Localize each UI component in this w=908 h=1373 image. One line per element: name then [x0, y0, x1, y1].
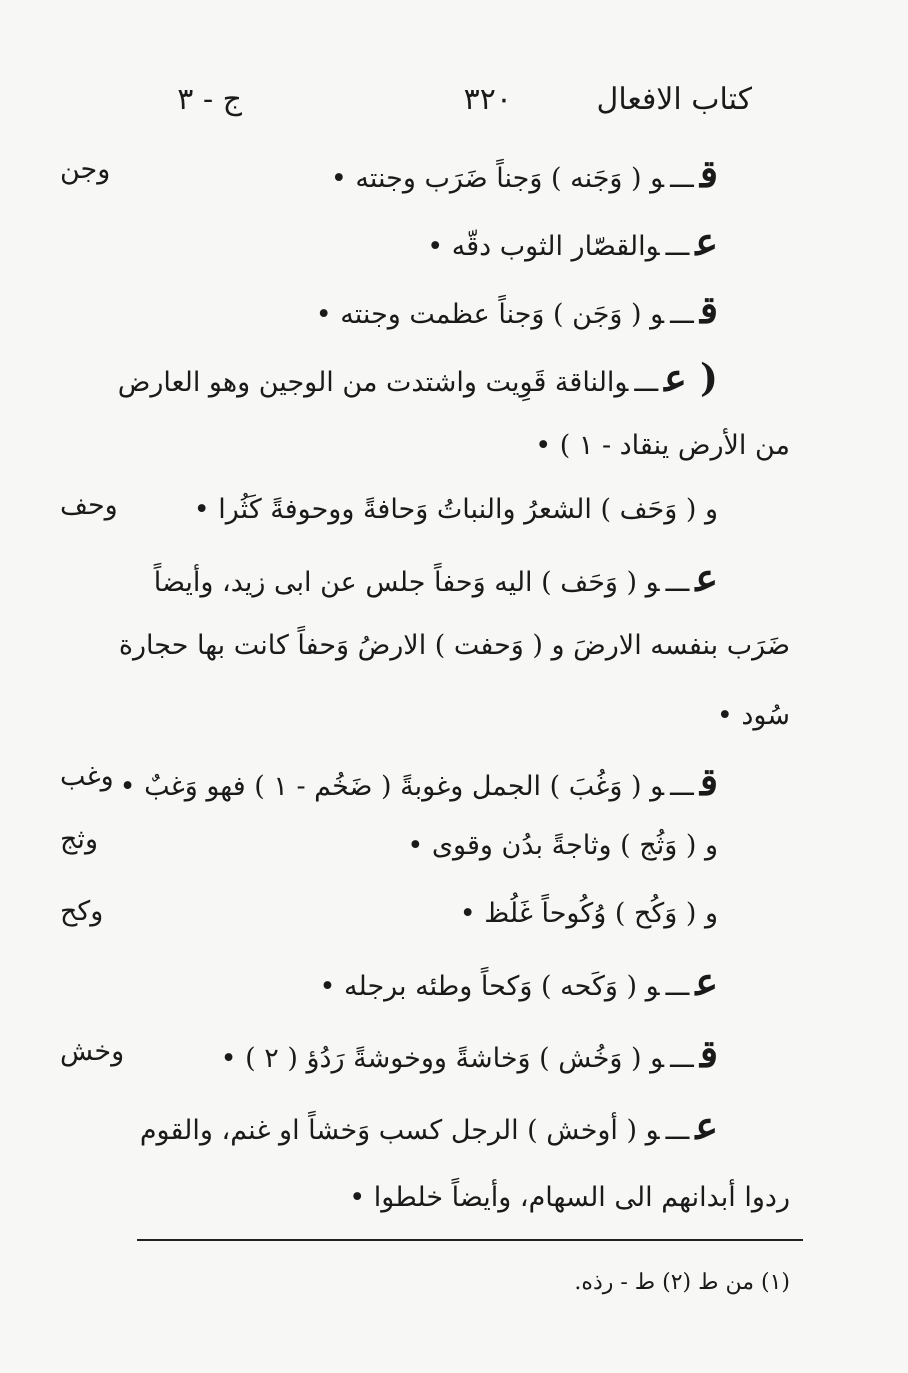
book-title: كتاب الافعال: [596, 82, 752, 117]
margin-headword: وكح: [60, 896, 104, 927]
line-text: و ( وَكُح ) وُكُوحاً غَلُظ •: [459, 898, 718, 929]
text-line: [118, 556, 718, 600]
text-line: [130, 694, 790, 738]
line-text: ردوا أبدانهم الى السهام، وأيضاً خلطوا •: [349, 1182, 790, 1213]
text-line: [130, 424, 790, 468]
page-number: ٣٢٠: [463, 82, 512, 117]
text-line: [118, 356, 718, 400]
entry-dash: ـــ: [634, 367, 659, 398]
line-text: و ( وَكَحه ) وَكحاً وطئه برجله •: [319, 971, 660, 1002]
entry-marker: ( ع: [664, 355, 718, 400]
entry-marker: ع: [695, 959, 718, 1004]
text-line: [119, 759, 718, 804]
text-line: [158, 960, 718, 1004]
line-text: والقصّار الثوب دقّه •: [427, 231, 660, 262]
entry-marker: ع: [695, 555, 718, 600]
text-line: [158, 1032, 718, 1076]
entry-dash: ـــ: [665, 1115, 690, 1146]
margin-headword: وحف: [60, 490, 118, 521]
entry-marker: ع: [695, 1103, 718, 1148]
text-line: [130, 1176, 790, 1220]
entry-dash: ـــ: [670, 771, 694, 802]
text-line: [158, 488, 718, 532]
footnote: (١) من ط (٢) ط - رذه.: [574, 1270, 790, 1295]
entry-marker: ق: [699, 151, 718, 196]
line-text: و ( أوخش ) الرجل كسب وَخشاً او غنم، والقوم: [139, 1115, 660, 1146]
margin-headword: وغب: [60, 761, 114, 792]
line-text: والناقة قَوِيت واشتدت من الوجين وهو العارض: [117, 367, 629, 398]
line-text: ضَرَب بنفسه الارضَ و ( وَحفت ) الارضُ وَحفاً كانت بها حجارة: [118, 630, 790, 661]
footnote-divider: [137, 1239, 803, 1241]
margin-headword: وخش: [60, 1036, 125, 1067]
entry-dash: ـــ: [670, 1043, 694, 1074]
entry-dash: ـــ: [670, 163, 694, 194]
margin-headword: وجن: [60, 154, 111, 185]
entry-marker: ق: [699, 1031, 718, 1076]
entry-dash: ـــ: [670, 299, 694, 330]
line-text: و ( وَغُبَ ) الجمل وغوبةً ( ضَخُم - ١ ) فهو وَغبٌ •: [119, 771, 665, 802]
entry-marker: ع: [695, 219, 718, 264]
line-text: و ( وَحَف ) الشعرُ والنباتُ وَحافةً ووحوفةً كَثُرا •: [193, 494, 718, 525]
volume-label: ج - ٣: [177, 82, 242, 117]
line-text: و ( وَثُج ) وثاجةً بدُن وقوى •: [407, 830, 718, 861]
line-text: و ( وَخُش ) وَخاشةً ووخوشةً رَدُؤ ( ٢ ) •: [220, 1043, 665, 1074]
line-text: و ( وَجَن ) وَجناً عظمت وجنته •: [315, 299, 665, 330]
line-text: و ( وَحَف ) اليه وَحفاً جلس عن ابى زيد، وأيضاً: [153, 567, 660, 598]
entry-dash: ـــ: [665, 971, 690, 1002]
page-header: [170, 82, 770, 132]
line-text: سُود •: [716, 700, 790, 731]
entry-marker: ق: [699, 287, 718, 332]
line-text: من الأرض ينقاد - ١ ) •: [535, 430, 790, 461]
text-line: [118, 1104, 718, 1148]
text-line: [118, 624, 790, 668]
text-line: [158, 892, 718, 936]
text-line: [158, 288, 718, 332]
margin-headword: وثج: [60, 824, 98, 855]
text-line: [158, 152, 718, 196]
text-line: [158, 824, 718, 868]
entry-dash: ـــ: [665, 231, 690, 262]
entry-dash: ـــ: [665, 567, 690, 598]
text-line: [158, 220, 718, 264]
entry-marker: ق: [699, 759, 718, 804]
line-text: و ( وَجَنه ) وَجناً ضَرَب وجنته •: [330, 163, 665, 194]
